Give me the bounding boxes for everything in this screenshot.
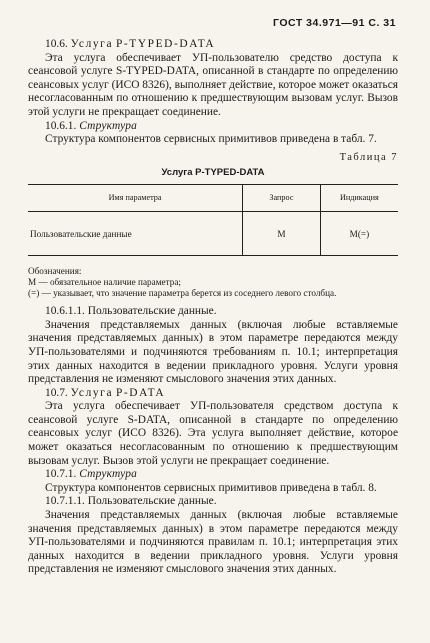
- section-10-7-1-1-paragraph: Значения представляемых данных (включая любые вставляемые значения представляемых данных) в этом параметре передаются между УП-пользователями и подчиняются правилам п. 10.1; интерпретация этих данных находится в ведении прикладного уровня. Услуги уровня представления не изменяют смыслового значения этих данных.: [28, 509, 398, 576]
- section-10-7-1-1-heading: 10.7.1.1. Пользовательские данные.: [45, 495, 217, 508]
- notes-title: Обозначения:: [28, 266, 82, 277]
- section-number: 10.6.: [45, 38, 68, 50]
- service-name: P-DATA: [115, 386, 166, 399]
- section-10-7-paragraph: Эта услуга обеспечивает УП-пользователя средством доступа к сеансовой услуге S-DATA, описанной в стандарте по определению сеансовых услуг (ИСО 8326). Эта услуга выполняет действие, которое может оказаться несогласованным по отношению к предшествующим вызовам услуг. Вызов этой услуги не прекращает соединение.: [28, 400, 398, 467]
- section-10-6-heading: [28, 38, 398, 52]
- column-header-request: Запрос: [243, 184, 321, 211]
- section-10-6-1-heading: [28, 120, 398, 134]
- section-10-6-1-1-heading: 10.6.1.1. Пользовательские данные.: [45, 305, 217, 318]
- table-notes: [28, 266, 398, 299]
- subsection-title: Структура: [79, 119, 137, 132]
- column-header-param: Имя параметра: [28, 184, 243, 211]
- subsection-title: Структура: [79, 468, 137, 481]
- subsection-number: 10.6.1.: [45, 119, 77, 132]
- table-cell-param: Пользовательские данные: [28, 211, 243, 256]
- table-header-row: [28, 184, 398, 211]
- table-row: [28, 211, 398, 256]
- section-10-6-1-1-paragraph: Значения представляемых данных (включая любые вставляемые значения представляемых данных) в этом параметре передаются между УП-пользователями и подчиняются требованиям п. 10.1; интерпретация этих данных находится в ведении прикладного уровня. Услуги уровня представления не изменяют смыслового значения этих данных.: [28, 318, 398, 386]
- section-10-6-paragraph: Эта услуга обеспечивает УП-пользователю средство доступа к сеансовой услуге S-TYPED-DATA, описанной в стандарте по определению сеансовых услуг (ИСО 8326), выполняет действие, которое может оказаться несогласованным по отношению к предшествующим вызовам услуг. Вызов этой услуги не прекращает соединение.: [28, 51, 398, 118]
- section-number: 10.7.: [45, 386, 68, 399]
- structure-paragraph: Структура компонентов сервисных примитивов приведена в табл. 7.: [45, 133, 377, 146]
- notes-line-1: М — обязательное наличие параметра;: [28, 277, 181, 288]
- section-10-7-1-heading: [28, 468, 398, 482]
- column-header-indication: Индикация: [320, 184, 398, 211]
- parameters-table: [28, 184, 398, 256]
- page-content: [28, 38, 398, 577]
- structure-paragraph: Структура компонентов сервисных примитивов приведена в табл. 8.: [45, 481, 377, 494]
- notes-line-2: (=) — указывает, что значение параметра берется из соседнего левого столбца.: [28, 288, 337, 299]
- table-number: Таблица 7: [339, 151, 398, 163]
- section-10-7-heading: [28, 387, 398, 401]
- table-cell-request: М: [243, 211, 321, 256]
- table-cell-indication: М(=): [320, 211, 398, 256]
- subsection-number: 10.7.1.: [45, 468, 77, 481]
- section-word: Услуга: [70, 386, 114, 399]
- service-name: P-TYPED-DATA: [115, 38, 216, 50]
- page-header: ГОСТ 34.971—91 С. 31: [273, 17, 396, 29]
- table-title: Услуга P-TYPED-DATA: [161, 167, 265, 179]
- section-word: Услуга: [70, 38, 114, 50]
